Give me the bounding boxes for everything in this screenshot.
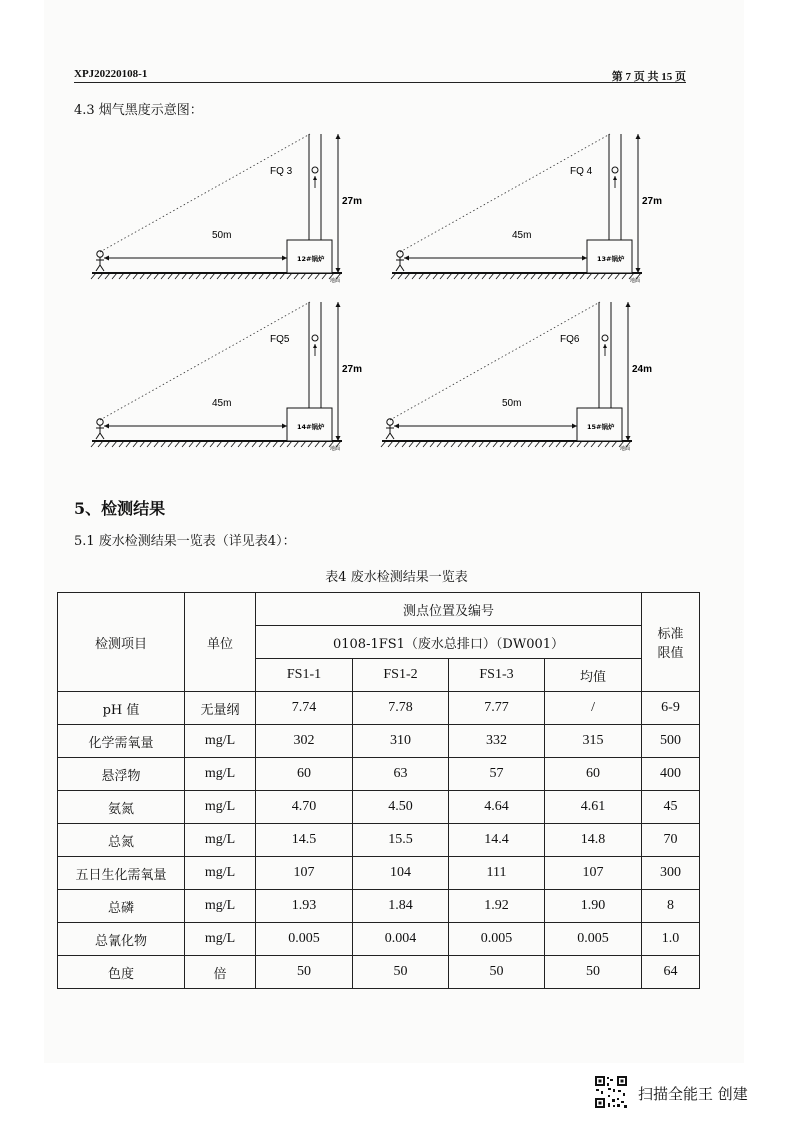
flow-arrow-head: [613, 176, 617, 180]
smoke-diagram-svg: [92, 300, 363, 460]
observer-leg-left: [386, 433, 390, 439]
cell-v2: 63: [353, 758, 449, 791]
observer-leg-right: [400, 265, 404, 271]
header-item: 检测项目: [58, 593, 185, 692]
cell-v1: 60: [256, 758, 353, 791]
cell-avg: 60: [545, 758, 642, 791]
table-row: [58, 758, 700, 791]
arrow-head-right: [582, 256, 587, 261]
cell-limit: 6-9: [642, 692, 700, 725]
cell-limit: 70: [642, 824, 700, 857]
ground-label: 地面: [330, 446, 341, 452]
cell-unit: mg/L: [185, 857, 256, 890]
flow-arrow-head: [313, 344, 317, 348]
cell-item: 总氰化物: [58, 923, 185, 956]
cell-v1: 1.93: [256, 890, 353, 923]
cell-limit: 500: [642, 725, 700, 758]
table-row: [58, 725, 700, 758]
boiler-label: 14#锅炉: [297, 423, 325, 431]
cell-avg: 14.8: [545, 824, 642, 857]
sight-line: [390, 302, 600, 420]
observer-leg-right: [390, 433, 394, 439]
smoke-diagram-svg: [92, 132, 363, 292]
header-sample: FS1-3: [449, 659, 545, 692]
cell-v3: 7.77: [449, 692, 545, 725]
observer-leg-left: [96, 265, 100, 271]
arrow-head-right: [282, 256, 287, 261]
cell-avg: 315: [545, 725, 642, 758]
cell-unit: mg/L: [185, 824, 256, 857]
cell-unit: mg/L: [185, 791, 256, 824]
header-sample: FS1-2: [353, 659, 449, 692]
height-arrow-top: [336, 302, 341, 307]
cell-limit: 64: [642, 956, 700, 989]
cell-limit: 300: [642, 857, 700, 890]
stack-name-label: FQ6: [560, 334, 580, 345]
table-row: [58, 857, 700, 890]
page-number: 第 7 页 共 15 页: [611, 71, 686, 83]
cell-item: 氨氮: [58, 791, 185, 824]
distance-label: 50m: [502, 398, 522, 409]
observer-leg-left: [96, 433, 100, 439]
cell-v2: 0.004: [353, 923, 449, 956]
cell-limit: 45: [642, 791, 700, 824]
header-point: 0108-1FS1（废水总排口）（DW001）: [256, 626, 642, 659]
cell-v2: 7.78: [353, 692, 449, 725]
cell-item: pH 值: [58, 692, 185, 725]
sampling-port-icon: [312, 167, 318, 173]
section-5-title: 5、检测结果: [74, 499, 166, 518]
cell-item: 化学需氧量: [58, 725, 185, 758]
height-arrow-top: [626, 302, 631, 307]
boiler-label: 13#锅炉: [597, 255, 625, 263]
height-arrow-top: [636, 134, 641, 139]
height-label: 27m: [342, 364, 363, 375]
table-row: [58, 692, 700, 725]
distance-label: 45m: [512, 230, 532, 241]
cell-v2: 1.84: [353, 890, 449, 923]
ground-label: 地面: [620, 446, 631, 452]
cell-v2: 4.50: [353, 791, 449, 824]
height-arrow-top: [336, 134, 341, 139]
arrow-head-right: [282, 424, 287, 429]
distance-label: 45m: [212, 398, 232, 409]
stack-name-label: FQ 4: [570, 166, 593, 177]
cell-avg: 4.61: [545, 791, 642, 824]
table-row: [58, 791, 700, 824]
arrow-head-left: [104, 424, 109, 429]
arrow-head-left: [394, 424, 399, 429]
cell-limit: 400: [642, 758, 700, 791]
cell-v3: 1.92: [449, 890, 545, 923]
cell-avg: 50: [545, 956, 642, 989]
cell-v3: 0.005: [449, 923, 545, 956]
cell-item: 五日生化需氧量: [58, 857, 185, 890]
stack-name-label: FQ 3: [270, 166, 293, 177]
cell-avg: 107: [545, 857, 642, 890]
smoke-diagram-3: [92, 300, 363, 460]
cell-v3: 111: [449, 857, 545, 890]
footer-text: 扫描全能王 创建: [638, 1085, 748, 1103]
header-average: 均值: [545, 659, 642, 692]
sight-line: [100, 134, 310, 252]
cell-unit: 无量纲: [185, 692, 256, 725]
sight-line: [100, 302, 310, 420]
smoke-diagram-svg: [382, 300, 653, 460]
cell-v1: 14.5: [256, 824, 353, 857]
cell-v1: 4.70: [256, 791, 353, 824]
flow-arrow-head: [603, 344, 607, 348]
wastewater-results-table: [57, 592, 700, 989]
cell-v1: 107: [256, 857, 353, 890]
cell-v1: 302: [256, 725, 353, 758]
table-row: [58, 956, 700, 989]
arrow-head-left: [404, 256, 409, 261]
arrow-head-right: [572, 424, 577, 429]
smoke-diagram-svg: [392, 132, 663, 292]
qr-code-icon: [594, 1075, 628, 1109]
cell-limit: 1.0: [642, 923, 700, 956]
height-label: 24m: [632, 364, 653, 375]
document-number: XPJ20220108-1: [74, 68, 148, 80]
cell-unit: 倍: [185, 956, 256, 989]
cell-v2: 15.5: [353, 824, 449, 857]
table-body: [58, 692, 700, 989]
section-4-3-title: 4.3 烟气黑度示意图：: [74, 103, 203, 118]
smoke-diagram-2: [392, 132, 663, 292]
cell-item: 悬浮物: [58, 758, 185, 791]
header-unit: 单位: [185, 593, 256, 692]
cell-unit: mg/L: [185, 923, 256, 956]
table-row: [58, 923, 700, 956]
sampling-port-icon: [612, 167, 618, 173]
cell-item: 色度: [58, 956, 185, 989]
cell-limit: 8: [642, 890, 700, 923]
arrow-head-left: [104, 256, 109, 261]
flow-arrow-head: [313, 176, 317, 180]
boiler-label: 15#锅炉: [587, 423, 615, 431]
observer-leg-right: [100, 433, 104, 439]
sampling-port-icon: [312, 335, 318, 341]
distance-label: 50m: [212, 230, 232, 241]
cell-v3: 14.4: [449, 824, 545, 857]
ground-label: 地面: [630, 278, 641, 284]
cell-v2: 50: [353, 956, 449, 989]
cell-v1: 50: [256, 956, 353, 989]
cell-avg: 0.005: [545, 923, 642, 956]
table-row: [58, 824, 700, 857]
cell-item: 总磷: [58, 890, 185, 923]
ground-label: 地面: [330, 278, 341, 284]
cell-v1: 0.005: [256, 923, 353, 956]
cell-v2: 310: [353, 725, 449, 758]
cell-item: 总氮: [58, 824, 185, 857]
header-location: 测点位置及编号: [256, 593, 642, 626]
cell-unit: mg/L: [185, 890, 256, 923]
cell-avg: 1.90: [545, 890, 642, 923]
sampling-port-icon: [602, 335, 608, 341]
header-sample: FS1-1: [256, 659, 353, 692]
table-caption: 表4 废水检测结果一览表: [325, 570, 468, 585]
height-label: 27m: [342, 196, 363, 207]
table-header-row: [58, 593, 700, 626]
height-label: 27m: [642, 196, 663, 207]
sight-line: [400, 134, 610, 252]
cell-v3: 4.64: [449, 791, 545, 824]
cell-unit: mg/L: [185, 758, 256, 791]
observer-leg-right: [100, 265, 104, 271]
cell-v1: 7.74: [256, 692, 353, 725]
cell-v2: 104: [353, 857, 449, 890]
smoke-diagram-1: [92, 132, 363, 292]
cell-v3: 50: [449, 956, 545, 989]
table-row: [58, 890, 700, 923]
cell-v3: 57: [449, 758, 545, 791]
smoke-diagram-4: [382, 300, 653, 460]
stack-name-label: FQ5: [270, 334, 290, 345]
cell-unit: mg/L: [185, 725, 256, 758]
boiler-label: 12#锅炉: [297, 255, 325, 263]
cell-v3: 332: [449, 725, 545, 758]
cell-avg: /: [545, 692, 642, 725]
section-5-1-title: 5.1 废水检测结果一览表（详见表4）：: [74, 534, 296, 549]
header-rule: [74, 82, 686, 83]
observer-leg-left: [396, 265, 400, 271]
header-limit: 标准 限值: [642, 593, 700, 692]
